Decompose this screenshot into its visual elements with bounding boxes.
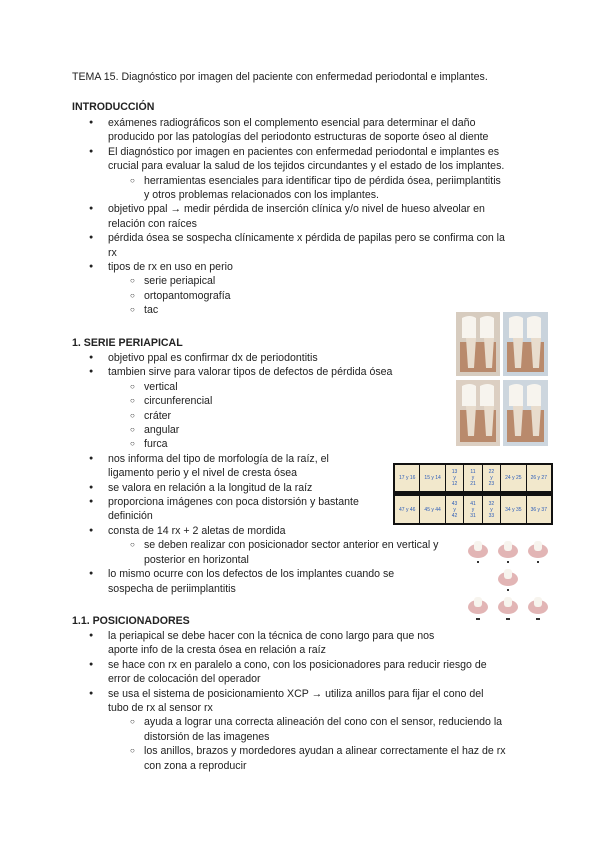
list-item: ● se hace con rx en paralelo a cono, con los posicionadores para reducir riesgo de error de colocación del operador (108, 658, 528, 687)
section-1-1-list (108, 629, 528, 773)
chart-cell: 32 y 33 (483, 496, 500, 523)
chart-cell: 24 y 25 (501, 465, 525, 491)
list-item: ● se valora en relación a la longitud de la raíz (108, 481, 458, 495)
chart-cell: 26 y 27 (527, 465, 551, 491)
chart-cell: 34 y 35 (501, 496, 525, 523)
chart-cell: 43 y 42 (446, 496, 463, 523)
list-item: ● objetivo ppal es confirmar dx de periodontitis (108, 351, 458, 365)
sub-list (144, 715, 528, 773)
chart-bottom-row (395, 496, 551, 523)
list-item: ○ serie periapical (144, 274, 528, 288)
list-item: ○ cráter (144, 409, 458, 423)
list-item: ● proporciona imágenes con poca distorsión y bastante definición (108, 495, 458, 524)
list-item: ○ se deben realizar con posicionador sector anterior en vertical y posterior en horizontal (144, 538, 458, 567)
list-item: ● tipos de rx en uso en perio (108, 260, 528, 274)
positioners-illustration (466, 535, 550, 627)
document-title: TEMA 15. Diagnóstico por imagen del paciente con enfermedad periodontal e implantes. (72, 71, 488, 83)
intro-heading: INTRODUCCIÓN (72, 101, 155, 113)
chart-cell: 11 y 21 (464, 465, 481, 491)
chart-cell: 45 y 44 (420, 496, 444, 523)
list-item: ○ ortopantomografía (144, 289, 528, 303)
list-item: ● tambien sirve para valorar tipos de defectos de pérdida ósea (108, 365, 458, 379)
sub-list (144, 174, 528, 203)
list-item: ● la periapical se debe hacer con la técnica de cono largo para que nos aporte info de la cresta ósea en relación a raíz (108, 629, 528, 658)
list-item: ● lo mismo ocurre con los defectos de los implantes cuando se sospecha de periimplantitis (108, 567, 458, 596)
list-item: ○ angular (144, 423, 458, 437)
list-item: ● El diagnóstico por imagen en pacientes con enfermedad periodontal e implantes es crucial para evaluar la salud de los tejidos circundantes y el estado de los implantes. (108, 145, 528, 174)
chart-cell: 13 y 12 (446, 465, 463, 491)
chart-cell: 15 y 14 (420, 465, 444, 491)
bone-defects-svg (456, 312, 548, 446)
periapical-series-chart (393, 463, 553, 525)
list-item: ● pérdida ósea se sospecha clínicamente x pérdida de papilas pero se confirma con la rx (108, 231, 528, 260)
chart-cell: 22 y 23 (483, 465, 500, 491)
list-item: ○ tac (144, 303, 528, 317)
list-item: ○ ayuda a lograr una correcta alineación del cono con el sensor, reduciendo la distorsión de las imagenes (144, 715, 528, 744)
section-1-heading: 1. SERIE PERIAPICAL (72, 337, 183, 349)
list-item: ● se usa el sistema de posicionamiento XCP → utiliza anillos para fijar el cono del tubo de rx al sensor rx (108, 687, 528, 716)
intro-list (108, 116, 528, 318)
list-item: ○ furca (144, 437, 458, 451)
chart-cell: 36 y 37 (527, 496, 551, 523)
list-item: ● consta de 14 rx + 2 aletas de mordida (108, 524, 458, 538)
list-item: ● nos informa del tipo de morfología de la raíz, el ligamento perio y el nivel de cresta ósea (108, 452, 458, 481)
list-item: ○ vertical (144, 380, 458, 394)
list-item: ○ los anillos, brazos y mordedores ayudan a alinear correctamente el haz de rx con zona a reproducir (144, 744, 528, 773)
chart-cell: 41 y 31 (464, 496, 481, 523)
list-item: ● exámenes radiográficos son el complemento esencial para determinar el daño producido por las patologías del periodonto estructuras de soporte óseo al diente (108, 116, 528, 145)
chart-cell: 17 y 16 (395, 465, 419, 491)
list-item: ○ herramientas esenciales para identificar tipo de pérdida ósea, periimplantitis y otros problemas relacionados con los implantes. (144, 174, 528, 203)
sub-list (144, 380, 458, 452)
list-item: ● objetivo ppal → medir pérdida de inserción clínica y/o nivel de hueso alveolar en relación con raíces (108, 202, 528, 231)
list-item: ○ circunferencial (144, 394, 458, 408)
section-1-1-heading: 1.1. POSICIONADORES (72, 615, 190, 627)
bone-defects-illustration (456, 312, 548, 446)
chart-top-row (395, 465, 551, 491)
sub-list (144, 538, 458, 567)
positioners-svg (466, 535, 550, 627)
chart-cell: 47 y 46 (395, 496, 419, 523)
